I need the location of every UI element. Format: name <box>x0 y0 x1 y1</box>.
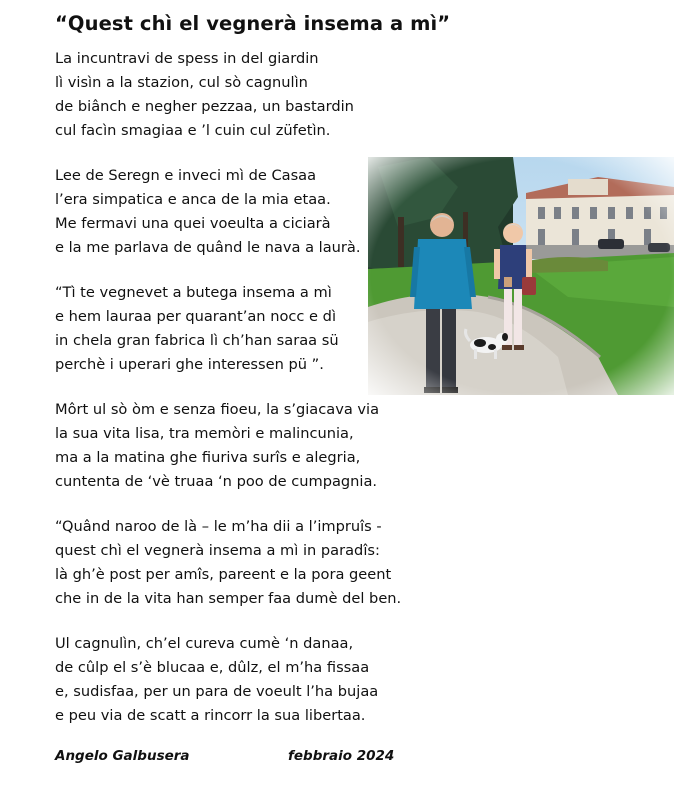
stanza-4 <box>55 398 379 494</box>
poem-line: quest chì el vegnerà insema a mì in paradîs: <box>55 542 380 559</box>
poem-line: l’era simpatica e anca de la mia etaa. <box>55 191 331 208</box>
poem-line: perchè i uperari ghe interessen pü ”. <box>55 356 324 373</box>
poem-line: La incuntravi de spess in del giardin <box>55 50 319 67</box>
poem-line: là gh’è post per amîs, pareent e la pora geent <box>55 566 392 583</box>
poem-line: de biânch e negher pezzaa, un bastardin <box>55 98 354 115</box>
poem-date: febbraio 2024 <box>288 748 395 764</box>
poem-line: “Quând naroo de là – le m’ha dii a l’impruîs - <box>55 518 382 535</box>
stanza-2 <box>55 164 361 260</box>
stanza-3 <box>55 281 339 377</box>
poem-line: lì visìn a la stazion, cul sò cagnulìn <box>55 74 308 91</box>
poem-line: Ul cagnulìn, ch’el cureva cumè ‘n danaa, <box>55 635 354 652</box>
poem-line: la sua vita lisa, tra memòri e malincunia, <box>55 425 354 442</box>
poem-line: ma a la matina ghe fiuriva surîs e alegria, <box>55 449 361 466</box>
poem-line: e hem lauraa per quarant’an nocc e dì <box>55 308 336 325</box>
poem-line: e, sudisfaa, per un para de voeult l’ha bujaa <box>55 683 379 700</box>
poem-title: “Quest chì el vegnerà insema a mì” <box>55 12 451 35</box>
poem-line: cul facìn smagiaa e ’l cuin cul züfetìn. <box>55 122 331 139</box>
poem-line: Môrt ul sò òm e senza fioeu, la s’giacava via <box>55 401 380 418</box>
stanza-6 <box>55 632 378 728</box>
poem-line: Me fermavi una quei voeulta a ciciarà <box>55 215 331 232</box>
poem-line: e peu via de scatt a rincorr la sua libertaa. <box>55 707 366 724</box>
poem-line: in chela gran fabrica lì ch’han saraa sü <box>55 332 339 349</box>
poem-line: Lee de Seregn e inveci mì de Casaa <box>55 167 317 184</box>
park-scene-illustration <box>368 157 674 395</box>
stanza-1 <box>55 47 354 143</box>
poem-line: de cûlp el s’è blucaa e, dûlz, el m’ha fissaa <box>55 659 370 676</box>
poem-line: “Tì te vegnevet a butega insema a mì <box>55 284 332 301</box>
author-signature: Angelo Galbusera <box>55 748 190 764</box>
poem-line: e la me parlava de quând le nava a laurà. <box>55 239 361 256</box>
poem-line: che in de la vita han semper faa dumè del ben. <box>55 590 402 607</box>
poem-line: cuntenta de ‘vè truaa ‘n poo de cumpagnia. <box>55 473 378 490</box>
stanza-5 <box>55 515 401 611</box>
